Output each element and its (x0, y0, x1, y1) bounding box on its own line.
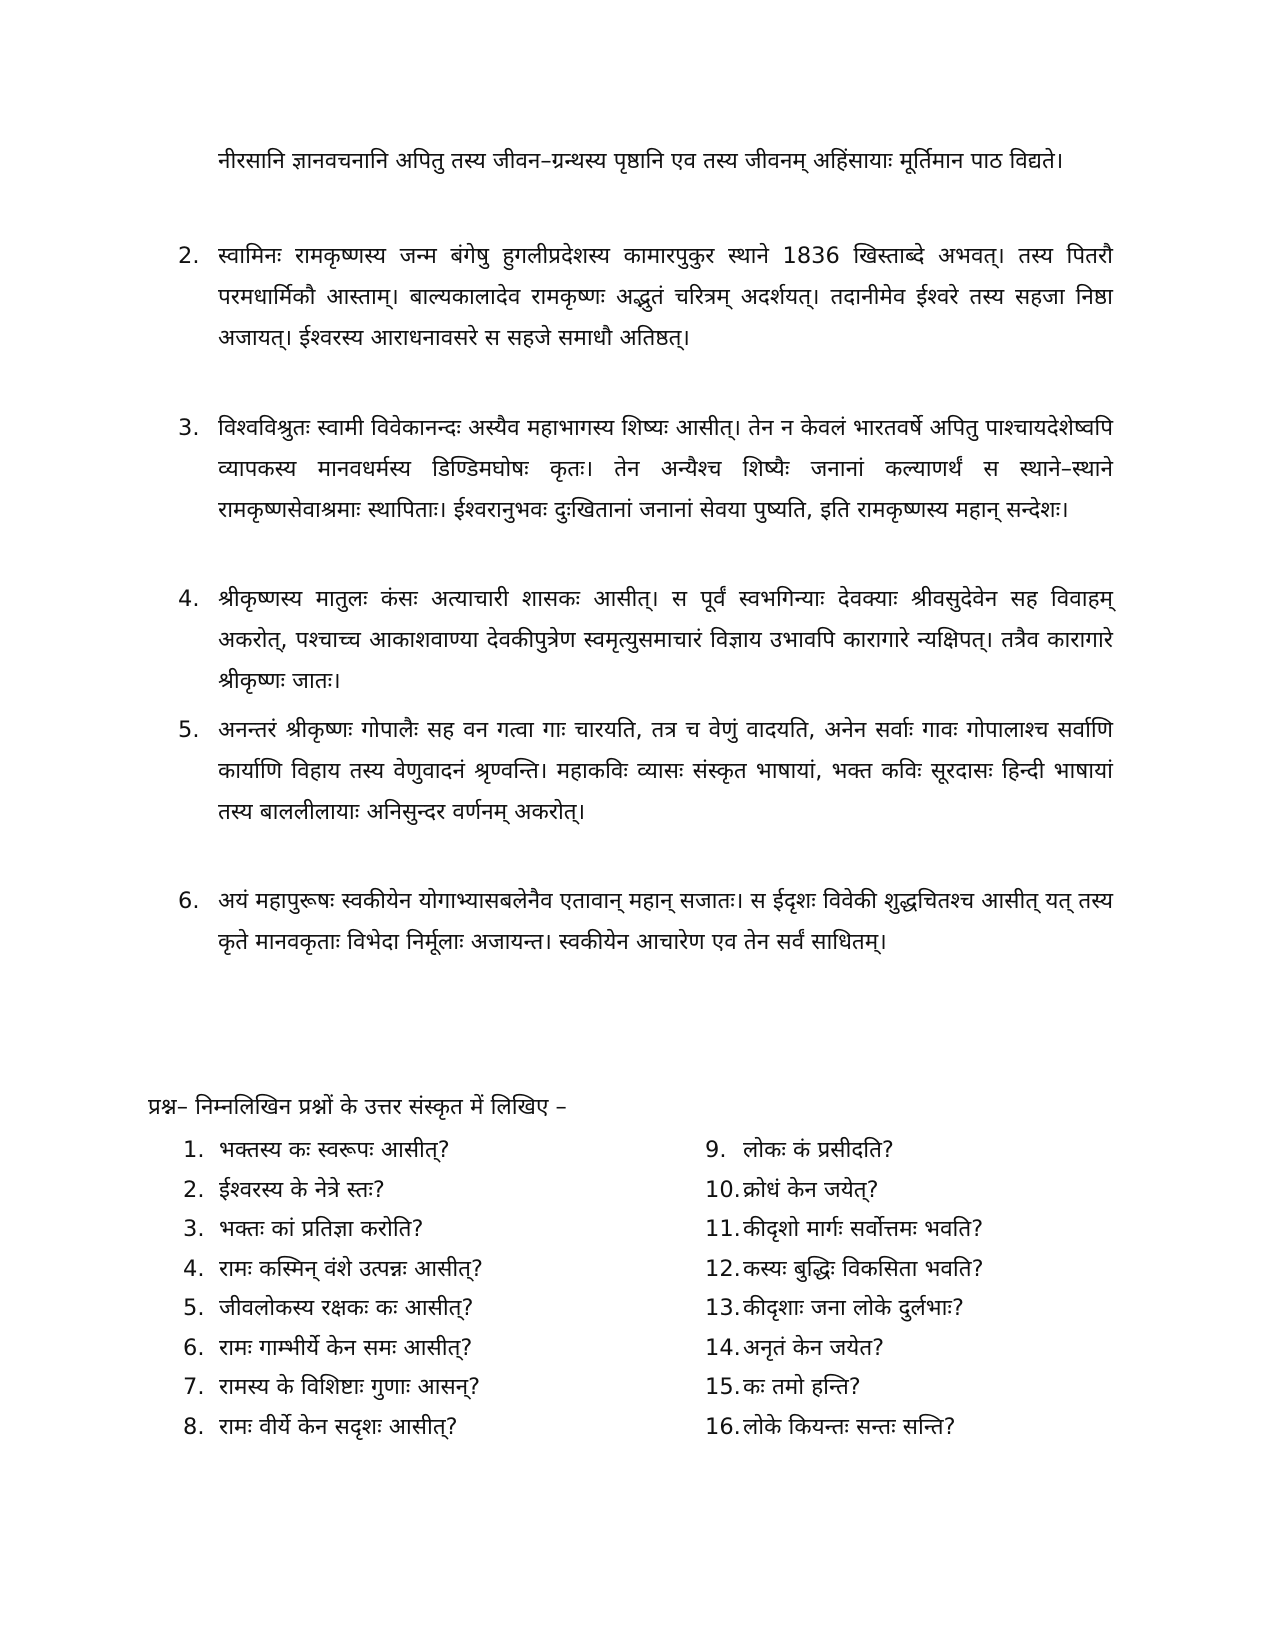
list-item (183, 1131, 483, 1171)
list-item (183, 1289, 483, 1329)
question-number: 4. (183, 1255, 205, 1282)
paragraph-number: 2. (178, 243, 200, 269)
paragraph-text: अयं महापुरूषः स्वकीयेन योगाभ्यासबलेनैव एतावान् महान् सजातः। स ईदृशः विवेकी शुद्धचितश्च आसीत् यत् तस्य कृते मानवकृताः विभेदा निर्मूलाः अजायन्त। स्वकीयेन आचारेण एव तेन सर्वं साधितम्। (218, 888, 1113, 955)
question-text: भक्तः कां प्रतिज्ञा करोति? (219, 1216, 424, 1242)
question-number: 16. (705, 1413, 741, 1440)
paragraph-text: विश्वविश्रुतः स्वामी विवेकानन्दः अस्यैव महाभागस्य शिष्यः आसीत्। तेन न केवलं भारतवर्षे अपितु पाश्चायदेशेष्वपि व्यापकस्य मानवधर्मस्य डिण्डिमघोषः कृतः। तेन अन्यैश्च शिष्यैः जनानां कल्याणर्थं स स्थाने–स्थाने रामकृष्णसेवाश्रमाः स्थापिताः। ईश्वरानुभवः दुःखितानां जनानां सेवया पुष्यति, इति रामकृष्णस्य महान् सन्देशः। (218, 415, 1113, 523)
list-item (183, 1210, 483, 1250)
list-item (183, 1329, 483, 1369)
question-number: 14. (705, 1334, 741, 1361)
question-text: अनृतं केन जयेत? (743, 1334, 885, 1361)
question-text: लोकः कं प्रसीदति? (743, 1137, 894, 1163)
list-item (705, 1171, 984, 1211)
paragraph-6 (178, 881, 1113, 963)
question-number: 3. (183, 1216, 205, 1242)
list-item (183, 1171, 483, 1211)
question-text: रामः कस्मिन् वंशे उत्पन्नः आसीत्? (219, 1255, 483, 1282)
paragraph-4 (178, 579, 1113, 702)
question-text: कीदृशो मार्गः सर्वोत्तमः भवति? (743, 1216, 984, 1242)
question-text: ईश्वरस्य के नेत्रे स्तः? (219, 1176, 385, 1203)
list-item (705, 1368, 984, 1408)
question-number: 10. (705, 1176, 741, 1203)
list-item (183, 1408, 483, 1448)
list-item (705, 1329, 984, 1369)
question-number: 15. (705, 1374, 741, 1400)
question-text: रामः वीर्ये केन सदृशः आसीत्? (219, 1413, 458, 1440)
paragraph-2 (178, 236, 1113, 359)
paragraph-5 (178, 710, 1113, 833)
question-text: रामः गाम्भीर्ये केन समः आसीत्? (219, 1334, 473, 1361)
list-item (705, 1131, 984, 1171)
list-item (705, 1210, 984, 1250)
question-number: 1. (183, 1137, 205, 1163)
list-item (705, 1250, 984, 1290)
list-item (183, 1368, 483, 1408)
question-number: 2. (183, 1176, 205, 1203)
question-number: 13. (705, 1295, 741, 1321)
question-number: 12. (705, 1255, 741, 1282)
continuation-paragraph (218, 141, 1113, 182)
list-item (183, 1250, 483, 1290)
question-number: 7. (183, 1374, 205, 1400)
paragraph-number: 5. (178, 717, 200, 743)
question-text: कः तमो हन्ति? (743, 1374, 861, 1400)
question-list-left (183, 1131, 483, 1447)
paragraph-number: 6. (178, 888, 200, 914)
question-text: जीवलोकस्य रक्षकः कः आसीत्? (219, 1295, 474, 1321)
paragraph-number: 3. (178, 415, 200, 441)
continuation-text: नीरसानि ज्ञानवचनानि अपितु तस्य जीवन–ग्रन्थस्य पृष्ठानि एव तस्य जीवनम् अहिंसायाः मूर्तिमान पाठ विद्यते। (218, 148, 1064, 174)
question-text: लोके कियन्तः सन्तः सन्ति? (743, 1413, 956, 1440)
paragraph-text: अनन्तरं श्रीकृष्णः गोपालैः सह वन गत्वा गाः चारयति, तत्र च वेणुं वादयति, अनेन सर्वाः गावः गोपालाश्च सर्वाणि कार्याणि विहाय तस्य वेणुवादनं श्रृण्वन्ति। महाकविः व्यासः संस्कृत भाषायां, भक्त कविः सूरदासः हिन्दी भाषायां तस्य बाललीलायाः अनिसुन्दर वर्णनम् अकरोत्। (218, 717, 1113, 825)
list-item (705, 1408, 984, 1448)
question-heading: प्रश्न– निम्नलिखिन प्रश्नों के उत्तर संस्कृत में लिखिए – (148, 1094, 567, 1120)
paragraph-3 (178, 408, 1113, 531)
question-list-right (705, 1131, 984, 1447)
question-text: भक्तस्य कः स्वरूपः आसीत्? (219, 1137, 450, 1163)
question-text: कस्यः बुद्धिः विकसिता भवति? (743, 1255, 984, 1282)
paragraph-number: 4. (178, 586, 200, 612)
question-number: 11. (705, 1216, 741, 1242)
question-text: कीदृशाः जना लोके दुर्लभाः? (743, 1295, 964, 1321)
question-text: क्रोधं केन जयेत्? (743, 1176, 879, 1203)
question-number: 5. (183, 1295, 205, 1321)
list-item (705, 1289, 984, 1329)
question-number: 6. (183, 1334, 205, 1361)
question-number: 8. (183, 1413, 205, 1440)
question-text: रामस्य के विशिष्टाः गुणाः आसन्? (219, 1374, 481, 1400)
question-number: 9. (705, 1137, 727, 1163)
paragraph-text: स्वामिनः रामकृष्णस्य जन्म बंगेषु हुगलीप्रदेशस्य कामारपुकुर स्थाने 1836 खिस्ताब्दे अभवत्। तस्य पितरौ परमधार्मिकौ आस्ताम्। बाल्यकालादेव रामकृष्णः अद्भुतं चरित्रम् अदर्शयत्। तदानीमेव ईश्वरे तस्य सहजा निष्ठा अजायत्। ईश्वरस्य आराधनावसरे स सहजे समाधौ अतिष्ठत्। (218, 243, 1113, 351)
paragraph-text: श्रीकृष्णस्य मातुलः कंसः अत्याचारी शासकः आसीत्। स पूर्वं स्वभगिन्याः देवक्याः श्रीवसुदेवेन सह विवाहम् अकरोत्, पश्चाच्च आकाशवाण्या देवकीपुत्रेण स्वमृत्युसमाचारं विज्ञाय उभावपि कारागारे न्यक्षिपत्। तत्रैव कारागारे श्रीकृष्णः जातः। (218, 586, 1113, 694)
